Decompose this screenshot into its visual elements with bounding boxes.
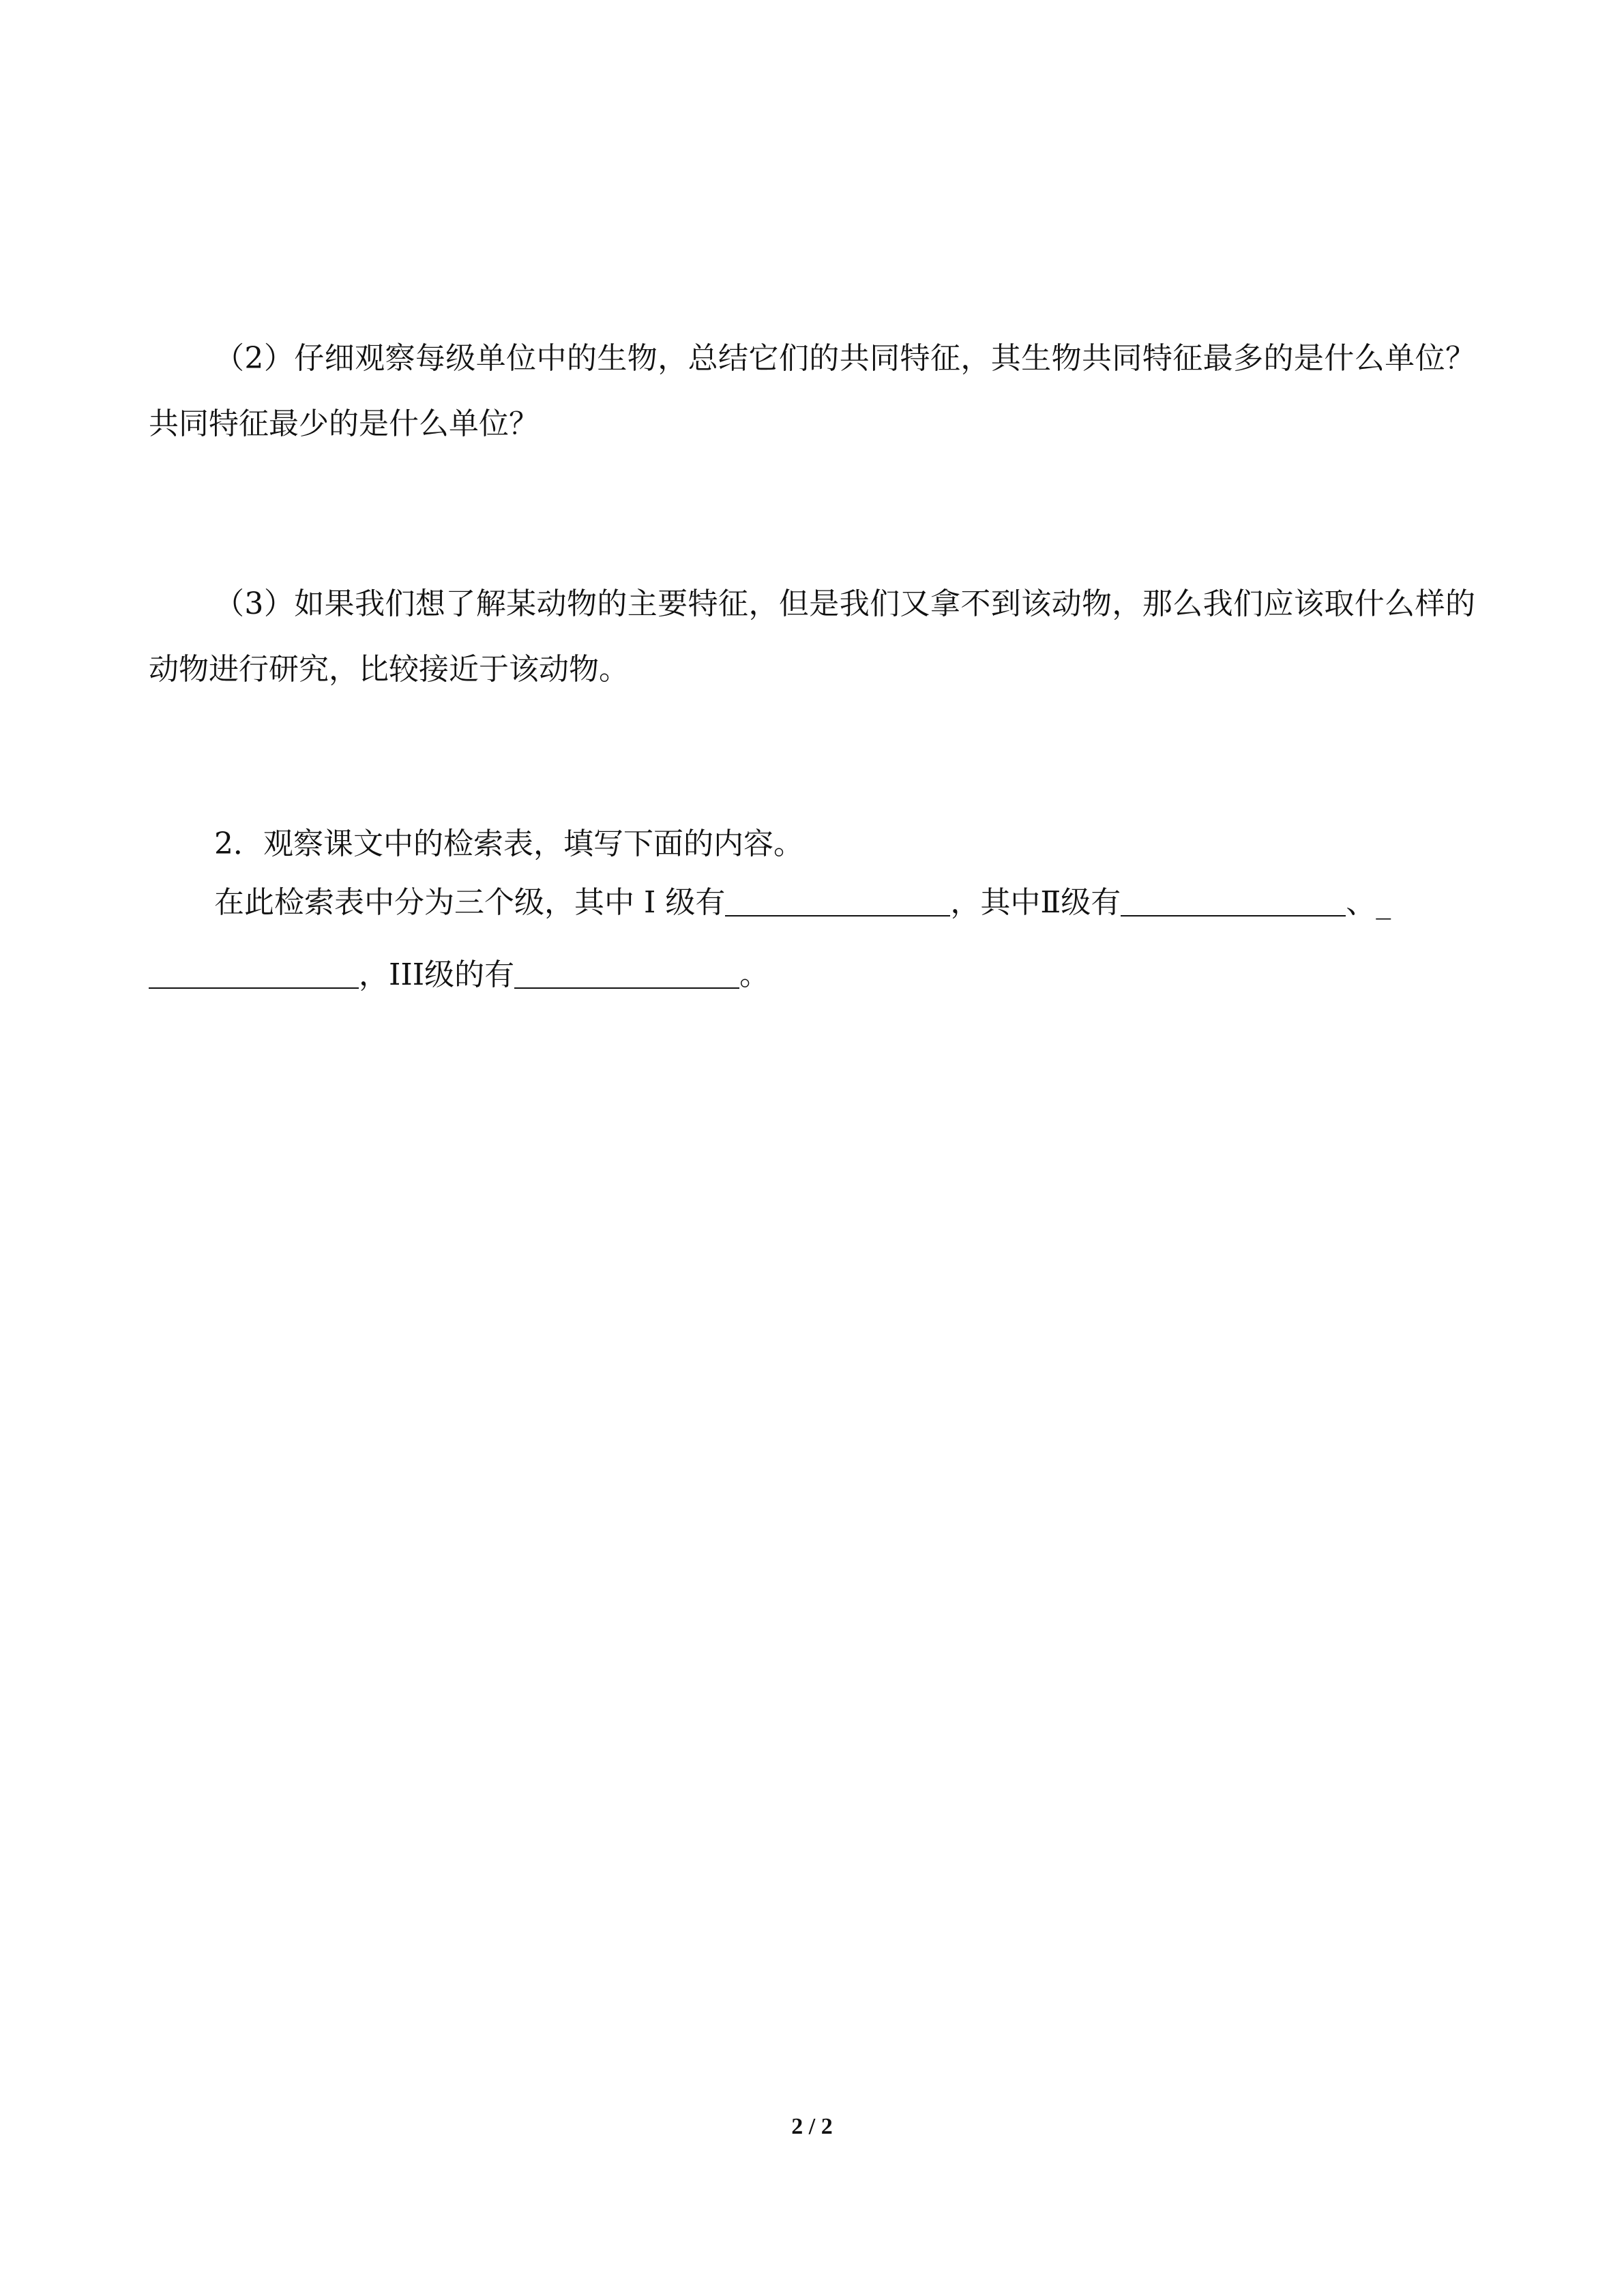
answer-blank-level-2b[interactable]	[149, 957, 359, 989]
answer-blank-level-3[interactable]	[514, 957, 739, 989]
fill-text-part5: 。	[739, 957, 770, 992]
question-3-paragraph: （3）如果我们想了解某动物的主要特征，但是我们又拿不到该动物，那么我们应该取什么样的动物进行研究，比较接近于该动物。	[149, 586, 1475, 687]
answer-blank-level-2a[interactable]	[1121, 885, 1346, 916]
fill-in-line-2	[149, 953, 769, 994]
fill-text-part4: ，III级的有	[359, 957, 515, 992]
question-2-paragraph: （2）仔细观察每级单位中的生物，总结它们的共同特征，其生物共同特征最多的是什么单位？共同特征最少的是什么单位？	[149, 341, 1475, 441]
fill-text-part3: 、_	[1346, 885, 1391, 920]
fill-text-part1: 在此检索表中分为三个级，其中 I 级有	[214, 885, 726, 920]
fill-in-line-1	[214, 881, 1391, 922]
item-2-title: 2．观察课文中的检索表，填写下面的内容。	[214, 826, 803, 861]
answer-blank-level-1[interactable]	[725, 885, 950, 916]
fill-text-part2: ，其中Ⅱ级有	[950, 885, 1121, 920]
page-number: 2 / 2	[791, 2114, 833, 2139]
